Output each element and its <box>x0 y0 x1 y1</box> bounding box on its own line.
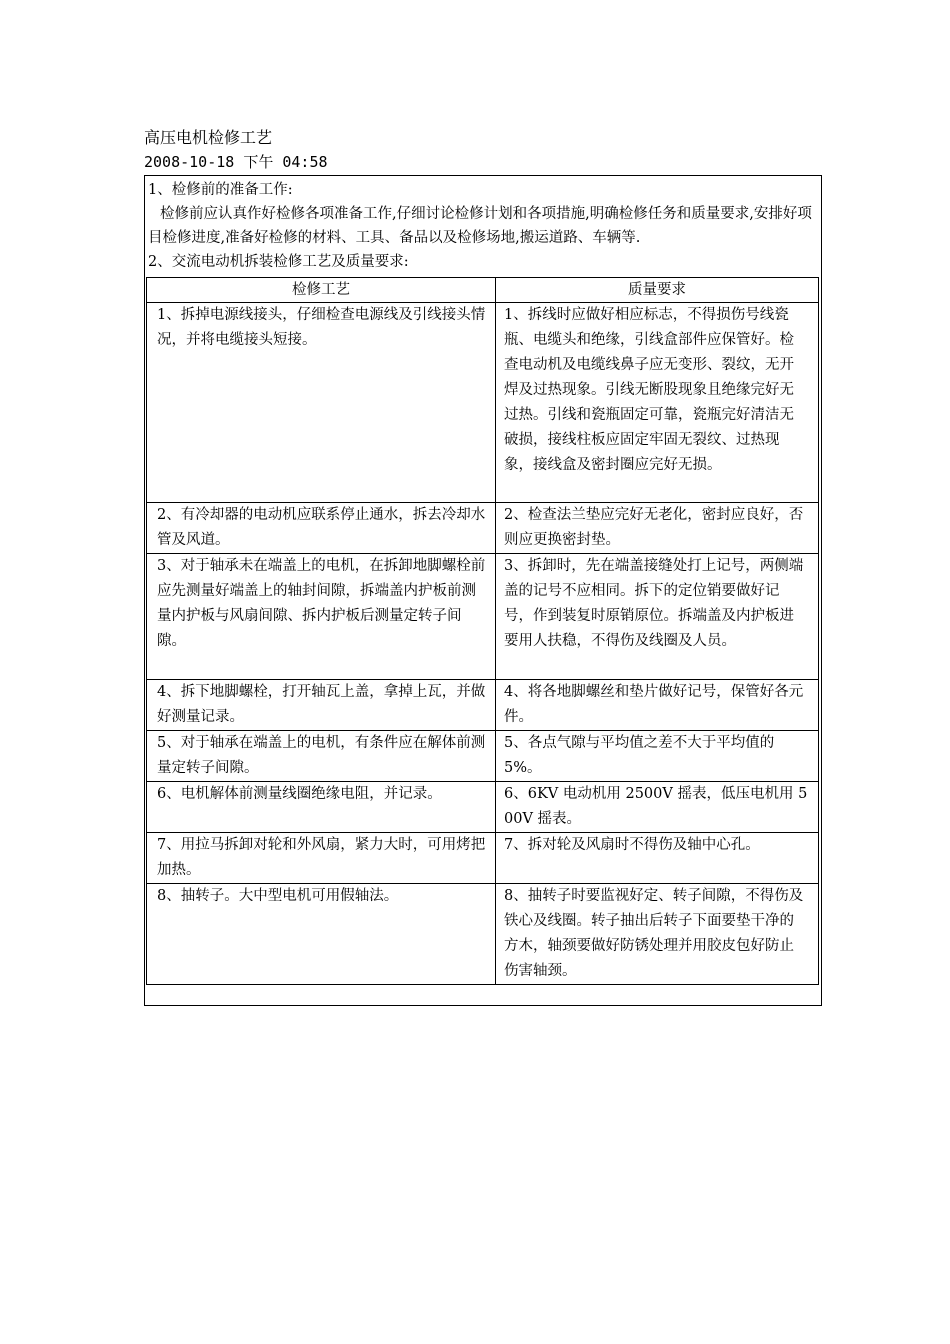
table-row <box>147 680 819 731</box>
process-cell: 6、电机解体前测量线圈绝缘电阻，并记录。 <box>147 782 496 833</box>
quality-cell: 6、6KV 电动机用 2500V 摇表，低压电机用 500V 摇表。 <box>496 782 819 833</box>
quality-cell: 1、拆线时应做好相应标志，不得损伤号线瓷瓶、电缆头和绝缘，引线盒部件应保管好。检查电动机及电缆线鼻子应无变形、裂纹，无开焊及过热现象。引线无断股现象且绝缘完好无过热。引线和瓷瓶固定可靠，瓷瓶完好清洁无破损，接线柱板应固定牢固无裂纹、过热现象，接线盒及密封圈应完好无损。 <box>496 303 819 503</box>
preparation-paragraph: 检修前应认真作好检修各项准备工作,仔细讨论检修计划和各项措施,明确检修任务和质量要求,安排好项目检修进度,准备好检修的材料、工具、备品以及检修场地,搬运道路、车辆等. <box>148 206 812 246</box>
process-cell: 7、用拉马拆卸对轮和外风扇，紧力大时，可用烤把加热。 <box>147 833 496 884</box>
process-cell: 5、对于轴承在端盖上的电机，有条件应在解体前测量定转子间隙。 <box>147 731 496 782</box>
table-header-row <box>147 278 819 303</box>
quality-cell: 4、将各地脚螺丝和垫片做好记号，保管好各元件。 <box>496 680 819 731</box>
header-quality: 质量要求 <box>496 278 819 303</box>
table-row <box>147 782 819 833</box>
table-row <box>147 833 819 884</box>
process-cell: 2、有冷却器的电动机应联系停止通水，拆去冷却水管及风道。 <box>147 503 496 554</box>
table-row <box>147 503 819 554</box>
quality-cell: 5、各点气隙与平均值之差不大于平均值的5%。 <box>496 731 819 782</box>
quality-cell: 2、检查法兰垫应完好无老化，密封应良好，否则应更换密封垫。 <box>496 503 819 554</box>
table-row <box>147 554 819 680</box>
process-cell: 1、拆掉电源线接头，仔细检查电源线及引线接头情况，并将电缆接头短接。 <box>147 303 496 503</box>
process-cell: 3、对于轴承未在端盖上的电机，在拆卸地脚螺栓前应先测量好端盖上的轴封间隙，拆端盖内护板前测量内护板与风扇间隙、拆内护板后测量定转子间隙。 <box>147 554 496 680</box>
table-row <box>147 303 819 503</box>
process-cell: 8、抽转子。大中型电机可用假轴法。 <box>147 884 496 985</box>
content-frame <box>144 175 822 1006</box>
document-title: 高压电机检修工艺 <box>144 128 273 147</box>
section-heading-preparation: 1、检修前的准备工作: <box>148 182 293 198</box>
process-quality-table <box>146 277 819 985</box>
table-row <box>147 731 819 782</box>
header-process: 检修工艺 <box>147 278 496 303</box>
document-datetime: 2008-10-18 下午 04:58 <box>144 153 328 171</box>
quality-cell: 7、拆对轮及风扇时不得伤及轴中心孔。 <box>496 833 819 884</box>
intro-section <box>145 176 821 272</box>
table-row <box>147 884 819 985</box>
process-cell: 4、拆下地脚螺栓，打开轴瓦上盖，拿掉上瓦，并做好测量记录。 <box>147 680 496 731</box>
section-heading-process: 2、交流电动机拆装检修工艺及质量要求: <box>148 254 409 270</box>
quality-cell: 3、拆卸时，先在端盖接缝处打上记号，两侧端盖的记号不应相同。拆下的定位销要做好记号，作到装复时原销原位。拆端盖及内护板进要用人扶稳，不得伤及线圈及人员。 <box>496 554 819 680</box>
quality-cell: 8、抽转子时要监视好定、转子间隙，不得伤及铁心及线圈。转子抽出后转子下面要垫干净的方木，轴颈要做好防锈处理并用胶皮包好防止伤害轴颈。 <box>496 884 819 985</box>
